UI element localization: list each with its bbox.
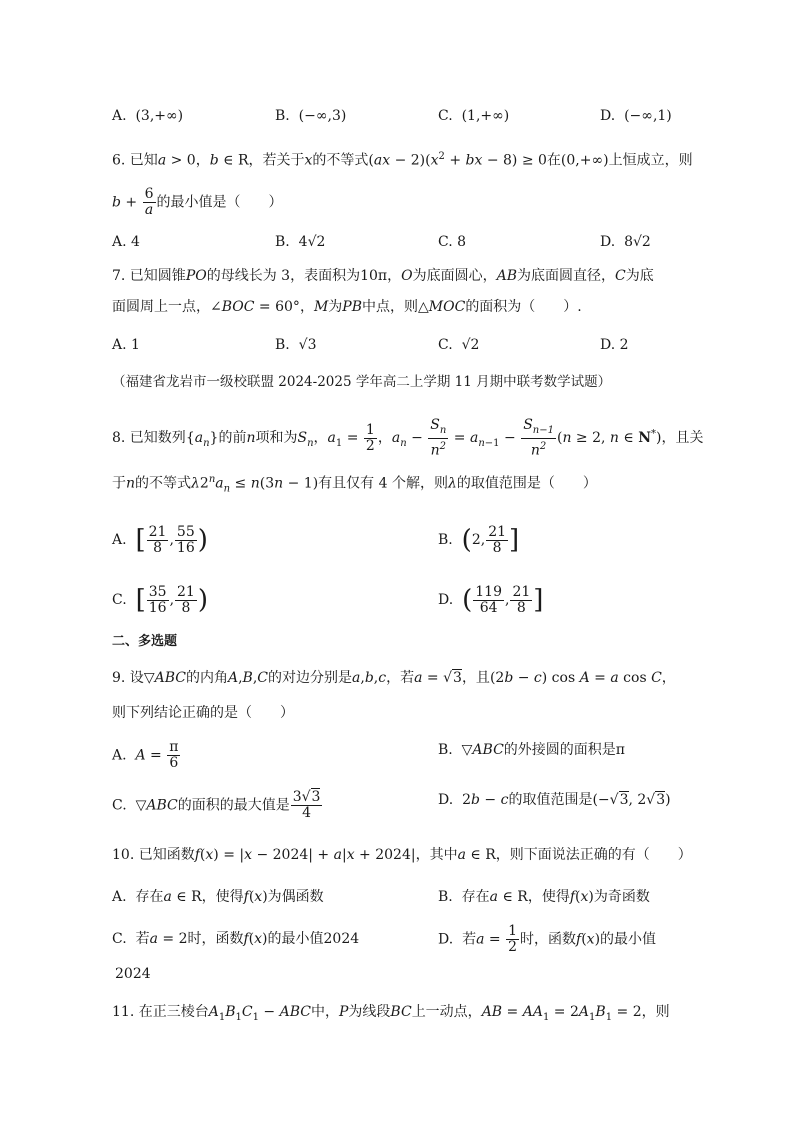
- q6-option-b[interactable]: B. 4√2: [275, 234, 326, 250]
- q5-option-c[interactable]: C. (1,+∞): [438, 108, 510, 124]
- q8-stem-line2: 于n的不等式$\lambda 2^na_n \le n(3n - 1)$有且仅有 4 个解，则λ的取值范围是（ ）: [112, 474, 597, 495]
- q5-option-c-value: (1,+∞): [461, 108, 510, 124]
- q8-option-b[interactable]: B. (2, $\frac{21}{8}$ ]: [438, 523, 520, 556]
- q5-option-d[interactable]: D. (−∞,1): [600, 108, 672, 124]
- q6-option-c[interactable]: C. 8: [438, 234, 467, 250]
- q10-option-d[interactable]: D. 若a = $\frac{1}{2}$ 时，函数f(x)的最小值: [438, 923, 657, 955]
- q6-stem-line1: 6. 已知a > 0，b ∈ R，若关于x的不等式$(ax - 2)(x^2$ + bx − 8) ≥ 0在(0,+∞)上恒成立，则: [112, 151, 693, 169]
- q8-stem-line1: 8. 已知数列$\{a_n\}$的前n项和为$S_n$，$a_1$ = $\frac{1}{2}$ ，$a_n$ − $\frac{S_n}{n^2}$ = $a_{n-1}$ − $\frac{S_{n-1}}{n^2}$ (n ≥ 2, n ∈ N*)，且关: [112, 417, 704, 459]
- q8-option-d[interactable]: D. ( $\frac{119}{64}$ , $\frac{21}{8}$ ]: [438, 583, 544, 616]
- q7-option-d[interactable]: D. 2: [600, 337, 629, 353]
- q8-option-a[interactable]: A. [ $\frac{21}{8}$ , $\frac{55}{16}$ ): [112, 523, 208, 556]
- q5-option-b-value: (−∞,3): [298, 108, 347, 124]
- q9-option-a[interactable]: A. A = $\frac{\pi}{6}$: [112, 739, 179, 771]
- q9-option-c[interactable]: C. ▽ABC的面积的最大值是 $\frac{3√3}{4}$: [112, 789, 321, 821]
- section-heading-multi-choice: 二、多选题: [112, 634, 178, 649]
- q8-option-c[interactable]: C. [ $\frac{35}{16}$ , $\frac{21}{8}$ ): [112, 583, 208, 616]
- q9-option-d[interactable]: D. 2b − c的取值范围是(−√3, 2√3): [438, 792, 671, 808]
- q5-option-a-value: (3,+∞): [135, 108, 184, 124]
- q5-option-b[interactable]: B. (−∞,3): [275, 108, 347, 124]
- q7-stem-line1: 7. 已知圆锥PO的母线长为 3，表面积为10π，O为底面圆心，AB为底面圆直径，C为底: [112, 268, 654, 284]
- q10-option-c[interactable]: C. 若a = 2时，函数f(x)的最小值2024: [112, 931, 360, 947]
- q6-option-d[interactable]: D. 8√2: [600, 234, 651, 250]
- q10-option-a[interactable]: A. 存在a ∈ R，使得f(x)为偶函数: [112, 889, 324, 905]
- q5-option-d-value: (−∞,1): [624, 108, 672, 124]
- q7-option-b[interactable]: B. √3: [275, 337, 317, 353]
- q6-option-a[interactable]: A. 4: [112, 234, 140, 250]
- q10-option-d-wrap: 2024: [115, 966, 151, 982]
- q7-option-a[interactable]: A. 1: [112, 337, 140, 353]
- q7-stem-line2: 面圆周上一点，∠BOC = 60°，M为PB中点，则△MOC的面积为（ ）.: [112, 299, 582, 315]
- q10-option-b[interactable]: B. 存在a ∈ R，使得f(x)为奇函数: [438, 889, 650, 905]
- q10-stem-line1: 10. 已知函数f(x) = |x − 2024| + a|x + 2024|，其中a ∈ R，则下面说法正确的有（ ）: [112, 847, 692, 863]
- q9-option-b[interactable]: B. ▽ABC的外接圆的面积是π: [438, 742, 625, 758]
- q7-option-c[interactable]: C. √2: [438, 337, 480, 353]
- q9-stem-line2: 则下列结论正确的是（ ）: [112, 705, 294, 721]
- source-note: （福建省龙岩市一级校联盟 2024-2025 学年高二上学期 11 月期中联考数学试题）: [112, 374, 612, 390]
- q6-stem-line2: b + $\frac{6}{a}$ 的最小值是（ ）: [112, 186, 283, 218]
- q9-stem-line1: 9. 设▽ABC的内角A,B,C的对边分别是a,b,c，若a = √3，且(2b − c) cos A = a cos C，: [112, 670, 676, 686]
- q11-stem-line1: 11. 在正三棱台$A_1B_1C_1$ − ABC中，P为线段BC上一动点，AB = $AA_1 = 2A_1B_1 = 2$，则: [112, 1004, 670, 1023]
- q5-option-a[interactable]: A. (3,+∞): [112, 108, 184, 124]
